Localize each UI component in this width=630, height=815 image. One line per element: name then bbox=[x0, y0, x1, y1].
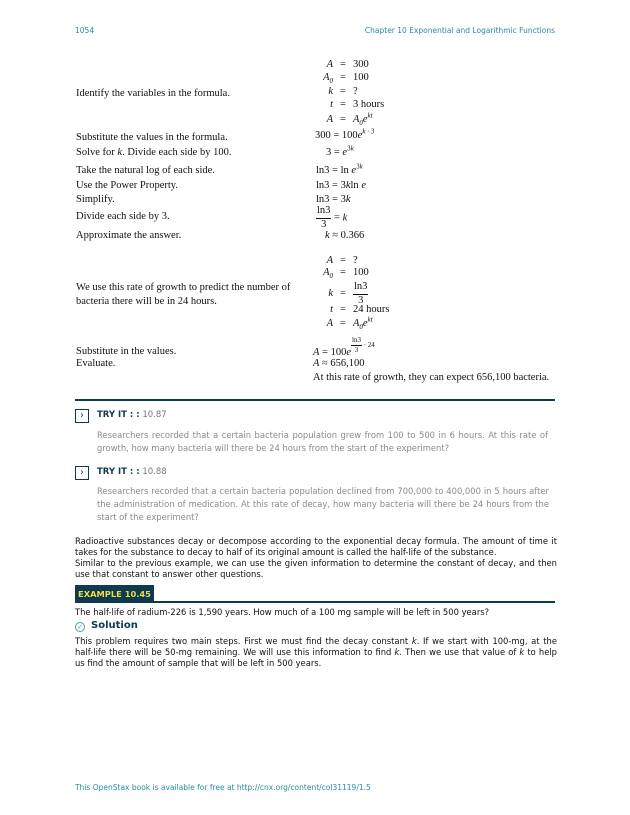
var-row: A = 300 bbox=[326, 59, 369, 70]
var-row: $A_0 = 100$ bbox=[323, 72, 369, 86]
step-math: ln3 = 3k bbox=[316, 194, 351, 205]
footer-link[interactable]: This OpenStax book is available for free at http://cnx.org/content/col31119/1.5 bbox=[75, 783, 371, 792]
evaluate-math: A ≈ 656,100 bbox=[313, 358, 365, 369]
step-label: Substitute the values in the formula. bbox=[76, 132, 228, 143]
predict-label: We use this rate of growth to predict the number of bacteria there will be in 24 hours. bbox=[76, 282, 291, 307]
try-it-title: TRY IT : : 10.87 bbox=[97, 410, 167, 420]
step-label: Divide each side by 3. bbox=[76, 211, 170, 222]
step-math: ln3 = 3kln e bbox=[316, 180, 366, 191]
try-it-title: TRY IT : : 10.88 bbox=[97, 467, 167, 477]
solution-text: This problem requires two main steps. First we must find the decay constant k. If we start with 100-mg, at the half-life there will be 50-mg remaining. We will use this information to find k. Then we use that value of k to help us find the amount of sample that will be left in 500 years. bbox=[75, 636, 558, 668]
step-math: $\frac{\ln 3}{3}$ = k bbox=[317, 205, 348, 230]
step-label: Simplify. bbox=[76, 194, 115, 205]
paragraph-decay: Radioactive substances decay or decompose according to the exponential decay formula. The amount of time it takes for the substance to decay to half of its original amount is called the half-life of the substance. bbox=[75, 536, 557, 557]
step-label: Take the natural log of each side. bbox=[76, 165, 215, 176]
var-row: t = 24 hours bbox=[330, 304, 390, 315]
try-it-text: Researchers recorded that a certain bacteria population declined from 700,000 to 400,000 in 5 hours after the administration of medication. At this rate of decay, how many bacteria will there be 24 hours from the start of the experiment? bbox=[97, 486, 549, 522]
step-label: Use the Power Property. bbox=[76, 180, 178, 191]
var-row: $A_0 = 100$ bbox=[323, 267, 369, 281]
substitute-math: A = 100e $^{\frac{\ln 3}{3} \cdot 24}$ bbox=[313, 336, 375, 359]
var-row: $A = A_0e^{kt}$ bbox=[326, 111, 373, 128]
identify-variables-label: Identify the variables in the formula. bbox=[76, 88, 230, 99]
example-question: The half-life of radium-226 is 1,590 years. How much of a 100 mg sample will be left in 500 years? bbox=[75, 607, 490, 617]
step-math: $\ln 3 = \ln e^{3k}$ bbox=[316, 162, 363, 176]
try-it-text: Researchers recorded that a certain bacteria population grew from 100 to 500 in 6 hours. At this rate of growth, how many bacteria will there be 24 hours from the start of the experiment? bbox=[97, 430, 548, 453]
solution-title: Solution bbox=[91, 620, 138, 631]
evaluate-label: Evaluate. bbox=[76, 358, 116, 369]
step-math: $3 = e^{3k}$ bbox=[326, 144, 354, 158]
chapter-title: Chapter 10 Exponential and Logarithmic Functions bbox=[364, 26, 555, 35]
step-label: Approximate the answer. bbox=[76, 230, 182, 241]
page-number: 1054 bbox=[75, 26, 95, 35]
var-row: A = ? bbox=[326, 255, 358, 266]
conclusion: At this rate of growth, they can expect 656,100 bacteria. bbox=[313, 372, 550, 383]
example-rule bbox=[75, 601, 555, 603]
var-row: $A = A_0e^{kt}$ bbox=[326, 315, 373, 332]
var-row: t = 3 hours bbox=[330, 99, 385, 110]
chevron-right-icon[interactable]: › bbox=[75, 409, 89, 423]
step-math: $300 = 100e^{k \cdot 3}$ bbox=[315, 127, 375, 141]
example-badge: EXAMPLE 10.45 bbox=[75, 585, 154, 603]
substitute-label: Substitute in the values. bbox=[76, 346, 177, 357]
step-label: Solve for k. Divide each side by 100. bbox=[76, 147, 232, 158]
step-math: k ≈ 0.366 bbox=[325, 230, 365, 241]
check-circle-icon: ✓ bbox=[75, 622, 85, 632]
var-row: k = ? bbox=[328, 86, 358, 97]
example-end-rule bbox=[75, 399, 555, 401]
var-row: k = $\frac{\ln 3}{3}$ bbox=[328, 281, 368, 306]
paragraph-similar: Similar to the previous example, we can use the given information to determine the constant of decay, and then use that constant to answer other questions. bbox=[75, 558, 557, 579]
chevron-right-icon[interactable]: › bbox=[75, 466, 89, 480]
